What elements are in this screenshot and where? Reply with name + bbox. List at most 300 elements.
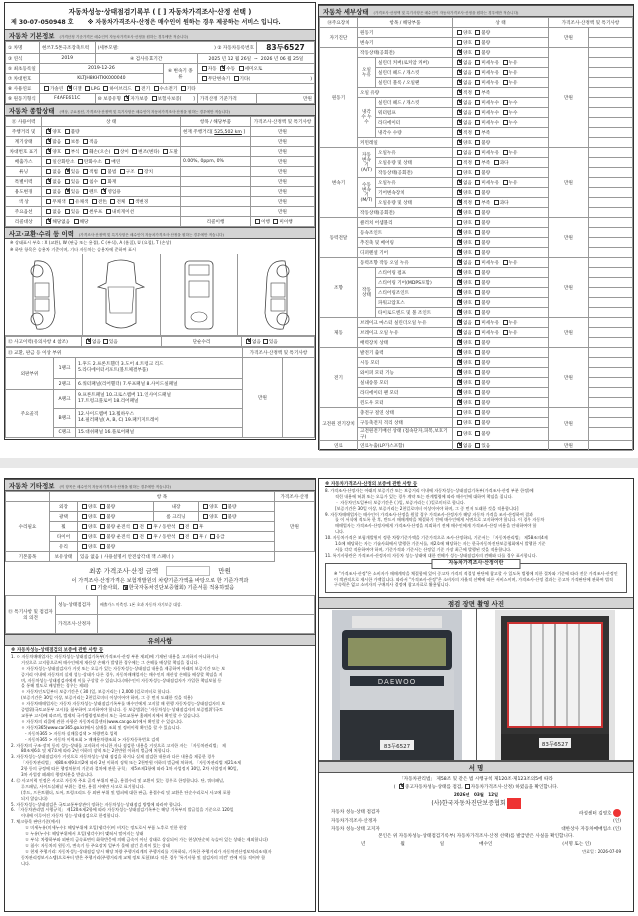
checkbox[interactable] — [110, 199, 115, 204]
detail-row: 스티어링 기어(MDPS포함) V 양호 불량 — [320, 278, 633, 288]
detail-row: 라디에이터 팬 모터 V 양호 불량 — [320, 388, 633, 398]
checkbox[interactable] — [457, 190, 462, 195]
caution-line: ㅁ 현재 주행거리: 자동차성능·상태점검 당시 해당 차량 주행거리계의 주행거리를 기록하되, 기록한 주행거리가 자동차전산정보처리조직(자 — [25, 848, 272, 854]
checkbox[interactable] — [457, 230, 462, 235]
checkbox[interactable] — [46, 219, 51, 224]
detail-row: 냉각수 누수 실린더 헤드 / 개스킷 V 없음 미세누수 누수 — [320, 98, 633, 108]
document-number: 30-07-050948 — [18, 19, 66, 26]
checkbox[interactable] — [457, 280, 462, 285]
checkbox[interactable] — [83, 189, 88, 194]
checkbox[interactable] — [163, 149, 168, 154]
checkbox[interactable] — [85, 86, 90, 91]
detail-row: 작동 상태 스티어링 펌프 V 양호 불량 — [320, 268, 633, 278]
checkbox[interactable] — [44, 86, 49, 91]
caution-line: ㅁ 부식: 차량하부와 외판의 금속표면이 화학반응에 의해 금속이 아닌 상태로 상실되어 가는 현상(단순히 녹슬어 있는 상태는 제외합니다) — [25, 837, 268, 842]
warranty-type: ⑩ 보증유형 V자가보증 보험사보증[ ] — [95, 94, 197, 104]
checkbox[interactable] — [475, 60, 480, 65]
checkbox[interactable] — [457, 250, 462, 255]
accident-history-options: V 없음 있음 — [82, 337, 162, 347]
checkbox[interactable] — [475, 400, 480, 405]
photos-section: 점검 장면 촬영 사진 — [319, 597, 633, 609]
checkbox[interactable] — [475, 220, 480, 225]
checkbox[interactable] — [457, 80, 462, 85]
checkbox[interactable] — [129, 199, 134, 204]
checkbox[interactable] — [457, 40, 462, 45]
checkbox[interactable] — [475, 110, 480, 115]
checkbox[interactable] — [457, 210, 462, 215]
model-year: 2019 — [39, 54, 95, 64]
checkbox[interactable] — [475, 100, 480, 105]
detail-row: 실린더 헤드 / 개스킷 V 없음 미세누유 누유 — [320, 68, 633, 78]
caution-text: ※ 자동차성능·상태점검의 보증에 관한 사항 등 1. ㅇ 자동차매매업자는 자동차성능·상태점검기록부(가격조사·산정 부분 제외)에 기재된 내용을 고지하지 아니하거나 거짓으로 고지함으로써 매수인에게 재산상 손해가 발생한 경우에는 그 손해를 배상할 책임을 집니다. ㅇ 자동차성능·상태점검자가 거짓 또는 오류가 있는 자동차성능·상태점검 내용을 제공하여 아래의 보증기간 또는 보 증거리 이내에 자동차의 실제 성능·상태가 다른 경우, 자동차매매업자는 매수인의 재산상 손해를 배상할 책임을 지 며, 자동차성능·상태점검자에게 이를 구상할 수 있습니다.(매수인이 자동차성능·상태점검자가 가입한 책임보험 등 을 통해 별도로 배상받는 경우는 제외) ㅇ 자동차인도일부터 보증기간은 ( 30 )일, 보증거리는 ( 2,000 )킬로미터로 합니다. (보증기간은 30일 이상, 보증거리는 2천킬로미터 이상이어야 하며, 그 중 먼저 도래한 것을 적용) ㅇ 자동차매매업자는 자동차 자동차성능·상태점검기록부를 매수인에게 고지할 때 현행 자동차성능·상태점검자의 보 증범위(국토교통부 고시)를 첨부하여 고지하여야 합니다. 동 보증범위는 '자동차성능·상태점검자의 보증범위'(국토 교통부 고시)에 따르며, 법제처 국가법령정보센터 또는 국토교통부 홈페이지에서 확인할 수 있습니다. ㅇ 자동차의 리콜에 관한 사항은 자동차리콜센터(www.car.go.kr)에서 확인할 수 있습니다. ㅇ 자동차365(www.car365.go.kr)에서 실매물 조회 및 정비이력 확인을 할 수 있습니다. - 자동차365 > 자동차 실매물검색 > 차량번호 입력 - 자동차365 > 자동차 이력조회 > 매매용차량조회 > 자동차등록번호 검색 2. 자동차의 구조·장치 등의 성능·상태를 고지하지 아니한 자나 점검한 내용을 거짓으로 고지한 자는 「자동차관리법」 제 80조제6호 및 제7호에 따라 2년 이하의 징역 또는 2천만원 이하의 벌금에 처합니다. 3. 자동차성능·상태점검자가 거짓으로 자동차성능·상태 점검을 하거나 실제 점검한 내용과 다른 내용을 제공한 경우 「자동차관리법」 제80조제9호의2에 따라 2년 이하의 징역 또는 2천만원 이하의 벌금에 처하며, 「자동차관리법 제21조제 2항 등의 규정에 따른 행정처분의 기준과 절차에 관한 규칙」 제5조제1항에 따라 1차 사업정지 30일, 2차 사업정지 90일, 3차 사업장 폐쇄의 행정처분을 받습니다. 4. ⑫ 사고이력 인정은 사고로 자동차 주요 골격 부위의 판금, 용접수리 및 교환이 있는 경우로 한정합니다. 단, 쿼터패널, 루프패널, 사이드실패널 부위는 절단, 용접 시에만 사고로 표기합니다. (후드, 프론트휀더, 도어, 트렁크리드 등 외판 부위 및 범퍼에 대한 판금, 용접수리 및 교환은 단순수리로서 사고에 포함 되지 않습니다) 5. 자동차성능·상태점검은 국토교통부장관이 정하는 자동차성능·상태점검 방법에 따라야 합니다. 6. 「자동차관리법 시행규칙」 제120조제2항에 따라 자동차성능·상태점검기록부는 해당 기록부의 발급일을 기준으로 120일 이내에 이루어진 자동차 성능·상태점검으로 한정합니다. 7. 체크항목 판단기준(예시) ㅁ 미세누유(미세누수): 해당부위에 오일(냉각수)이 비치는 정도로서 부품 노후로 인한 현상 ㅁ 누유(누수): 해당부위에서 오일(냉각수)이 맺혀서 떨어지는 상태 ㅁ 부식: 차량하부와 외판의 금속표면이 화학반응에 의해 금속이 아닌 상태로 상실되어 가는 현상(단순히 녹슬어 있는 상태는 제외합니다) ㅁ 침수: 자동차의 원동기, 변속기 등 주요장치 일부가 물에 잠긴 흔적이 있는 상태 ㅁ 현재 주행거리: 자동차성능·상태점검 당시 해당 차량 주행거리계의 주행거리를 기록하되, 기록한 주행거리가 자동차전산정보처리조직(자 동차관리정보시스템)으로부터 받은 주행거리(주행거리계 교체 정보 포함)보다 적은 경우 '특기사항 및 점검자의 의견' 란에 이를 적어야 합 니다. — [5, 646, 315, 867]
checkbox[interactable] — [67, 86, 72, 91]
checkbox[interactable] — [503, 80, 508, 85]
checkbox[interactable] — [103, 86, 108, 91]
checkbox[interactable] — [46, 169, 51, 174]
checkbox[interactable] — [105, 159, 110, 164]
record-page-2-right — [318, 478, 634, 912]
checkbox[interactable] — [503, 330, 508, 335]
caution-line: 2항 등의 규정에 따른 행정처분의 기준과 절차에 관한 규칙」 제5조제1항에 따라 1차 사업정지 30일, 2차 사업정지 90일, — [21, 766, 239, 772]
caution-line: 동차관리정보시스템)으로부터 받은 주행거리(주행거리계 교체 정보 포함)보다 적은 경우 '특기사항 및 점검자의 의견' 란에 이를 적어야 합 — [21, 854, 266, 860]
checkbox[interactable] — [503, 180, 508, 185]
caution-line: ㅁ 미세누유(미세누수): 해당부위에 오일(냉각수)이 비치는 정도로서 부품 노후로 인한 현상 — [25, 825, 187, 831]
caution-line: - 자동차365 > 자동차 실매물검색 > 차량번호 입력 — [25, 730, 118, 736]
checkbox[interactable] — [475, 140, 480, 145]
checkbox[interactable] — [457, 340, 462, 345]
first-registration-date: 2019-12-26 — [39, 64, 163, 74]
checkbox[interactable] — [457, 260, 462, 265]
basic-info-table: ① 차명 현쓰7.5톤극조장축트럭 (세부모델: ) ② 자동차등록번호 83두6527 ③ 연식 2019 ④ 검사유효기간 2025 년 12 월 26일 ~ 2026 년 06 월 25일 ⑤ 최초등록일 2019-12-26 ⑥ 변속기 종류 자동 V 수동 세미오토 ⑦ 차대번호 KLTJH8KHTKK000040 무단변속기 기타( ) ⑧ 사용연료 가솔린 V 디젤 LPG 하이브리드 전기 수소전기 기타 ⑨ 원동기형식 F4AFE611C ⑩ 보증유형 V자가보증 보험사보증[ ] 가격산정 기준가격 만원 — [5, 41, 315, 104]
appraisal-line: 적힌 내용에 허위 또는 오류가 있는 경우 계약 또는 관계법령에 따라 매수인에 대하여 책임을 집니다. — [335, 493, 513, 499]
checkbox[interactable] — [234, 76, 239, 81]
front-plate: 83두6527 — [384, 743, 411, 750]
caution-line: 니다. — [21, 860, 31, 866]
overall-status-table: ⑪ 사용이력 상 태 항목 / 해당부품 가격조사·산정액 및 특기사항 주행거리 및 V 양호 불량 현재 주행거리[ 525,502 km ] 만원 계기상태 V 많음 보통 적음 만원 차대번호 표기 V 양호 부식 훼손(오손) 상이 변조(변타) 도말 만원 배출가스 일산화탄소 탄화수소 매연 0.00%, 0ppm, 0% 만원 튜닝 없음 V 있음 적법 불법 구조 장치 만원 특별이력 V 없음 있음 침수 화재 만원 용도변경 없음 V 있음 렌트 V 영업용 만원 색 상 무채색 유채색 전色 전체 색변경 만원 주요옵션 없음 있음 썬루프 내비게이션 만원 리콜대상 V 해당없음 해당 리콜이행 이행 미이행 — [5, 116, 315, 227]
checkbox[interactable] — [457, 290, 462, 295]
checkbox[interactable] — [475, 443, 480, 448]
detail-row: 워터펌프 V 없음 미세누수 누수 — [320, 108, 633, 118]
checkbox[interactable] — [503, 110, 508, 115]
checkbox[interactable] — [74, 219, 79, 224]
basic-items-holding: 있음 없음 ( 사용설명서 안전삼각대 잭 스패너 ) — [78, 552, 275, 562]
diagram-note: ※ 하단 항목은 승용차 기준이며, 기타 자동차는 승용차에 준하여 표시 — [10, 247, 137, 252]
caution-line: 6. 「자동차관리법 시행규칙」 제120조제2항에 따라 자동차성능·상태점검기록부는 해당 기록부의 발급일을 기준으로 120일 — [11, 807, 234, 813]
checkbox[interactable] — [457, 370, 462, 375]
appraisal-line: 1호에 해당하는 자는 기술사회에서 발행한 기준서를, 제2호에 해당하는 자는 한국자동차진단보증협회에서 발행한 기준 — [335, 541, 546, 547]
side-view-diagram-right — [238, 254, 315, 335]
inspector-name: 라성센터 김영호 — [579, 811, 612, 817]
checkbox[interactable] — [273, 219, 278, 224]
checkbox[interactable] — [457, 431, 462, 436]
caution-line: 며, 자동차성능·상태점검자에게 이를 구상할 수 있습니다.(매수인이 자동차성능·상태점검자가 가입한 책임보험 등 — [21, 677, 222, 683]
other-info-table: 항 목 가격조사·산정 수리필요 외장 양호 불량 내장 양호 불량 만원 광택 양호 불량 룸 크리닝 양호 불량 휠 양호 불량 운전석 전 후 / 동반석 전 후 타이어 양호 불량 운전석 전 후 / 동반석 전 후 / 응급 유리 양호 불량 기본품목 보유상태 있음 없음 ( 사용설명서 안전삼각대 잭 스패너 ) — [5, 491, 315, 562]
checkbox[interactable] — [475, 310, 480, 315]
checkbox[interactable] — [475, 250, 480, 255]
truck-rear-photo — [477, 609, 634, 760]
vehicle-diagrams — [5, 254, 315, 336]
issuing-organization: (사)한국자동차진단보증협회 — [331, 798, 621, 809]
checkbox[interactable] — [457, 420, 462, 425]
checkbox[interactable] — [475, 350, 480, 355]
checkbox[interactable] — [152, 96, 157, 101]
caution-line: (보증기간은 30일 이상, 보증거리는 2천킬로미터 이상이어야 하며, 그 중 먼저 도래한 것을 적용) — [21, 695, 193, 701]
checkbox[interactable] — [46, 149, 51, 154]
detail-row: 오일 유량 V 적정 부족 — [320, 88, 633, 98]
checkbox[interactable] — [475, 330, 480, 335]
caution-line: 5. 자동차성능·상태점검은 국토교통부장관이 정하는 자동차성능·상태점검 방법에 따라야 합니다. — [11, 801, 183, 807]
checkbox[interactable] — [457, 350, 462, 355]
exchange-parts-table: ⑬ 교환, 판금 등 이상 부위 가격조사·산정액 및 특기사항 외판부위 1랭크 1.후드 2.프론트휀더 3.도어 4.트렁크 리드 5.라디에이터서포트(볼트체결부품) 만원 2랭크 6.쿼터패널(리어휀더) 7.루프패널 8.사이드실패널 주요골격 A랭크 9.프론트패널 10.크로스멤버 11.인사이드패널 17.트렁크플로어 18.리어패널 B랭크 12.사이드멤버 13.휠하우스 14.필러패널( A, B, C) 19.패키지트레이 C랭크 15.대쉬패널 16.플로어패널 — [5, 347, 315, 438]
checkbox[interactable] — [101, 169, 106, 174]
rank-1-parts: 1.후드 2.프론트휀더 3.도어 4.트렁크 리드 5.라디에이터서포트(볼트체결부품) — [76, 358, 243, 379]
checkbox[interactable] — [101, 189, 106, 194]
caution-line: 80조제6호 및 제7호에 따라 2년 이하의 징역 또는 2천만원 이하의 벌금에 처합니다. — [21, 748, 171, 754]
checkbox[interactable] — [457, 360, 462, 365]
checkbox[interactable] — [65, 169, 70, 174]
overall-row: 주행거리 및 V 양호 불량 현재 주행거리[ 525,502 km ] 만원 — [6, 127, 315, 137]
rear-plate: 83두6527 — [541, 741, 568, 748]
overall-row: 차대번호 표기 V 양호 부식 훼손(오손) 상이 변조(변타) 도말 만원 — [6, 147, 315, 157]
checkbox[interactable] — [475, 290, 480, 295]
checkbox[interactable] — [494, 200, 499, 205]
caution-line: ㅇ 자동차매매업자는 자동차 자동차성능·상태점검기록부를 매수인에게 고지할 때 현행 자동차성능·상태점검자의 보 — [21, 701, 226, 707]
caution-line: ㅁ 누유(누수): 해당부위에서 오일(냉각수)이 맺혀서 떨어지는 상태 — [25, 831, 144, 837]
detail-row: 시동 모터 V 양호 불량 — [320, 358, 633, 368]
transmission-options: 자동 V 수동 세미오토 — [197, 64, 314, 74]
checkbox[interactable] — [65, 149, 70, 154]
other-info-section: 자동차 기타정보 (이 항목은 매수인이 자동차가격조사·산정을 원하는 경우에만 적습니다) — [5, 479, 315, 491]
checkbox[interactable] — [457, 100, 462, 105]
checkbox[interactable] — [457, 380, 462, 385]
appraisal-line: ㆍ 자동차인도일부터 보증기간은 ( )일, 보증거리는 ( )킬로미터로 합니다. — [335, 499, 466, 505]
checkbox[interactable] — [457, 410, 462, 415]
checkbox[interactable] — [475, 50, 480, 55]
checkbox[interactable] — [101, 179, 106, 184]
detail-row: 변속기 양호 불량 — [320, 38, 633, 48]
checkbox[interactable] — [475, 420, 480, 425]
checkbox[interactable] — [457, 120, 462, 125]
caution-line: 이내에 이루어진 자동차 성능·상태점검으로 한정합니다. — [21, 813, 120, 819]
appraisal-line: 8. 가격조사·산정자는 아래의 보증기간 또는 보증거리 이내에 자동차성능·상태점검기록부(가격조사·산정 부분 한정)에 — [325, 487, 534, 493]
caution-line: 3차 사업장 폐쇄의 행정처분을 받습니다. — [21, 772, 94, 778]
checkbox[interactable] — [92, 199, 97, 204]
detail-status-table: ⑭주요장치 항목 / 해당부품 상 태 가격조사·산정액 및 특기사항 자기진단 원동기 양호 불량 만원 변속기 양호 불량 원동기 작동상태(공회전) V 양호 불량 만원 오일 누유 실린더 커버(로커암 커버) V 없음 미세누유 누유 실린더 헤드 / 개스킷 V 없음 미세누유 누유 실린더 블록 / 오일팬 V 없음 미세누유 누유 오일 유량 V 적정 부족 냉각수 누수 실린더 헤드 / 개스킷 V 없음 미세누수 누수 워터펌프 V 없음 미세누수 누수 라디에이터 V 없음 미세누수 누수 냉각수 수량 V 적정 부족 커먼레일 V 양호 불량 변속기 자동 변속기 (A/T) 오일누유 없음 미세누유 누유 만원 오일유량 및 상태 적정 부족 과다 작동상태(공회전) 양호 불량 수동 변속기 (M/T) 오일누유 V 없음 미세누유 누유 기어변속장치 V 양호 불량 오일유량 및 상태 V 적정 부족 과다 작동상태(공회전) V 양호 불량 동력전달 클러치 어셈블리 양호 불량 만원 등속조인트 V 양호 불량 추진축 및 베어링 V 양호 불량 디퍼렌셜 기어 V 양호 불량 조향 동력조향 작동 오일 누유 V 없음 미세누유 누유 만원 작동 상태 스티어링 펌프 V 양호 불량 스티어링 기어(MDPS포함) V 양호 불량 스티어링조인트 V 양호 불량 파워고압호스 V 양호 불량 타이로드엔드 및 볼 조인트 V 양호 불량 제동 브레이크 마스터 실린더오일 누유 V 없음 미세누유 누유 만원 브레이크 오일 누유 V 없음 미세누유 누유 배력장치 상태 V 양호 불량 전기 발전기 출력 V 양호 불량 만원 시동 모터 V 양호 불량 와이퍼 모터 기능 V 양호 불량 실내송풍 모터 V 양호 불량 라디에이터 팬 모터 V 양호 불량 윈도우 모터 V 양호 불량 고전원 전기장치 충전구 절연 상태 양호 불량 만원 구동축전지 격리 상태 양호 불량 고전원전기배선 상태 (접속단자,피복,보호기구) 양호 불량 연료 연료누출(LP가스포함) V 없음 있음 만원 — [319, 17, 633, 451]
checkbox[interactable] — [475, 360, 480, 365]
checkbox[interactable] — [503, 120, 508, 125]
appraisal-line: 서를 각각 적용하여야 하며, 기준가격과 기준서는 산정일 기준 가장 최근에 발행된 것을 적용합니다. — [335, 546, 512, 552]
checkbox[interactable] — [475, 431, 480, 436]
checkbox[interactable] — [503, 70, 508, 75]
detail-row: 스티어링조인트 V 양호 불량 — [320, 288, 633, 298]
final-price-input[interactable] — [166, 566, 210, 576]
checkbox[interactable] — [457, 270, 462, 275]
detail-row: 등속조인트 V 양호 불량 — [320, 228, 633, 238]
checkbox[interactable] — [65, 189, 70, 194]
checkbox[interactable] — [475, 260, 480, 265]
truck-front-photo — [319, 609, 477, 760]
detail-row: 자기진단 원동기 양호 불량 만원 — [320, 28, 633, 38]
checkbox[interactable] — [457, 240, 462, 245]
price-basis: 이 가격조사·산정가격은 보험개발원의 차량기준가액을 바탕으로 한 기준가격과 ( 기술사회, V 한국자동차진단보증협회) 기준서를 적용하였음 — [5, 578, 315, 592]
caution-section: 유의사항 — [5, 634, 315, 646]
side-view-diagram-left — [5, 254, 83, 335]
checkbox[interactable] — [475, 210, 480, 215]
caution-line: 1. ㅇ 자동차매매업자는 자동차성능·상태점검기록부(가격조사·산정 부분 제외)에 기재된 내용을 고지하지 아니하거나 — [11, 653, 219, 659]
signature-section: 서 명 — [319, 761, 633, 773]
detail-row: 원동기 작동상태(공회전) V 양호 불량 만원 — [320, 48, 633, 58]
detail-row: 배력장치 상태 V 양호 불량 — [320, 338, 633, 348]
checkbox[interactable] — [65, 179, 70, 184]
appraisal-line: 매매업자는 가격조사·산정자에게 가격조사·산정을 의뢰하기 전에 매수인에게 가격조사·산정 비용을 안내하여야 합 — [335, 523, 537, 529]
checkbox[interactable] — [457, 90, 462, 95]
detail-row: 구동축전지 격리 상태 양호 불량 — [320, 418, 633, 428]
checkbox[interactable] — [475, 340, 480, 345]
checkbox[interactable] — [475, 280, 480, 285]
checkbox[interactable] — [65, 209, 70, 214]
caution-line: 2. 자동차의 구조·장치 등의 성능·상태를 고지하지 아니한 자나 점검한 내용을 거짓으로 고지한 자는 「자동차관리법」 제 — [11, 742, 226, 748]
checkbox[interactable] — [46, 179, 51, 184]
checkbox[interactable] — [457, 200, 462, 205]
overall-row: 용도변경 없음 V 있음 렌트 V 영업용 만원 — [6, 187, 315, 197]
detail-row: 실린더 블록 / 오일팬 V 없음 미세누유 누유 — [320, 78, 633, 88]
caution-line: 증거리 이내에 자동차의 실제 성능·상태가 다른 경우, 자동차매매업자는 매수인의 재산상 손해를 배상할 책임을 지 — [21, 671, 223, 677]
other-row: 유리 양호 불량 — [6, 542, 315, 552]
checkbox[interactable] — [114, 149, 119, 154]
checkbox[interactable] — [475, 70, 480, 75]
detail-row: 변속기 자동 변속기 (A/T) 오일누유 없음 미세누유 누유 만원 — [320, 148, 633, 158]
checkbox[interactable] — [124, 96, 129, 101]
checkbox[interactable] — [457, 50, 462, 55]
issue-date: 2026년 03월 12일 — [453, 791, 499, 797]
overall-row: 배출가스 일산화탄소 탄화수소 매연 0.00%, 0ppm, 0% 만원 — [6, 157, 315, 167]
checkbox[interactable] — [132, 149, 137, 154]
checkbox[interactable] — [457, 130, 462, 135]
other-row: 휠 양호 불량 운전석 전 후 / 동반석 전 후 — [6, 522, 315, 532]
checkbox[interactable] — [457, 110, 462, 115]
caution-line: ㅇ 자동차인도일부터 보증기간은 ( 30 )일, 보증거리는 ( 2,000 )킬로미터로 합니다. — [21, 689, 171, 695]
checkbox[interactable] — [503, 60, 508, 65]
car-name: 현쓰7.5톤극조장축트럭 — [39, 42, 95, 54]
caution-line: 4. ⑫ 사고이력 인정은 사고로 자동차 주요 골격 부위의 판금, 용접수리 및 교환이 있는 경우로 한정합니다. 단, 쿼터패널, — [11, 777, 225, 783]
checkbox[interactable] — [457, 70, 462, 75]
checkbox[interactable] — [457, 170, 462, 175]
detail-row: 연료 연료누출(LP가스포함) V 없음 있음 만원 — [320, 441, 633, 451]
detail-row: 오일유량 및 상태 적정 부족 과다 — [320, 158, 633, 168]
caution-line: 되지 않습니다) — [21, 795, 48, 801]
final-price-line: 최종 가격조사·산정 금액 만원 — [89, 567, 231, 575]
caution-line: ㅁ 침수: 자동차의 원동기, 변속기 등 주요장치 일부가 물에 잠긴 흔적이 있는 상태 — [25, 842, 170, 848]
checkbox[interactable] — [154, 86, 159, 91]
overall-row: 계기상태 V 많음 보통 적음 만원 — [6, 137, 315, 147]
record-page-1-right — [318, 4, 634, 450]
checkbox[interactable] — [457, 330, 462, 335]
caution-line: ㅇ 자동차의 리콜에 관한 사항은 자동차리콜센터(www.car.go.kr)에서 확인할 수 있습니다. — [21, 718, 184, 724]
checkbox[interactable] — [475, 90, 480, 95]
checkbox[interactable] — [46, 189, 51, 194]
status-legend: ※ 상태표시 부호 : X (교환), W (판금 또는 용접), C (부식), A (흠집), U (요철), T (손상) — [10, 240, 172, 245]
detail-row: 추진축 및 베어링 V 양호 불량 — [320, 238, 633, 248]
checkbox[interactable] — [475, 370, 480, 375]
record-page-2-left — [4, 478, 316, 912]
checkbox[interactable] — [475, 80, 480, 85]
checkbox[interactable] — [120, 169, 125, 174]
notifier-name: 대한상사 자동차매매업소 — [561, 826, 612, 832]
detail-row: 작동상태(공회전) V 양호 불량 — [320, 208, 633, 218]
detail-row: 타이로드엔드 및 볼 조인트 V 양호 불량 — [320, 308, 633, 318]
caution-line: - 자동차365 > 자동차 이력조회 > 매매용차량조회 > 자동차등록번호 검색 — [25, 736, 160, 742]
checkbox[interactable] — [138, 169, 143, 174]
record-page-1-left — [4, 2, 316, 440]
overall-row: 특별이력 V 없음 있음 침수 화재 만원 — [6, 177, 315, 187]
basic-info-section: 자동차 기본정보 (가격산정 기준가격은 매수인이 자동차가격조사·산정을 원하는 경우에만 적습니다) — [5, 29, 315, 41]
checkbox[interactable] — [503, 150, 508, 155]
detail-row: 윈도우 모터 V 양호 불량 — [320, 398, 633, 408]
truck-brand-logo: DAEWOO — [378, 677, 417, 686]
document-number-line: 제 30-07-050948 호 ※ 자동차가격조사·산정은 매수인이 원하는 경우 제공하는 서비스 입니다. — [11, 19, 281, 26]
detail-row: 브레이크 오일 누유 V 없음 미세누유 누유 — [320, 328, 633, 338]
caution-line: ㅇ 자동차365(www.car365.go.kr)에서 실매물 조회 및 정비이력 확인을 할 수 있습니다. — [21, 724, 181, 730]
caution-line: 「자동차관리법」 제80조제9호의2에 따라 2년 이하의 징역 또는 2천만원 이하의 벌금에 처하며, 「자동차관리법 제21조제 — [21, 760, 242, 766]
caution-line: 을 통해 별도로 배상받는 경우는 제외) — [21, 683, 89, 689]
signature-block: 「자동차관리법」 제58조 및 같은 법 시행규칙 제120조·제123조의5에 따라 ( V중고자동차성능·상태를 점검, 자동차가격조사·산정) 하였음을 확인합니다. 2026년 03월 12일 (사)한국자동차진단보증협회 자동차 성능·상태 점검자 라성센터 김영호 자동차가격조사·산정자 (인) 자동차 성능·상태 고지자 대한상사 자동차매매업소 (인) 본인은 위 자동차성능·상태점검기록부( 자동차가격조사·산정 선택)를 발급받은 사실을 확인합니다. 년 월 일 매수인 (서명 또는 인) 만료일 : 2026-07-09 — [319, 773, 633, 858]
rank-c-parts: 15.대쉬패널 16.플로어패널 — [76, 427, 243, 437]
caution-line: 교통부 고시)에 따르며, 법제처 국가법령정보센터 또는 국토교통부 홈페이지에서 확인할 수 있습니다. — [21, 712, 201, 718]
checkbox[interactable] — [457, 220, 462, 225]
recall-done-options: 이행 미이행 — [251, 217, 315, 227]
detail-status-section: 자동차 세부상태 (가격조사·산정액 및 특기사항은 매수인이 자동차가격조사·산정을 원하는 경우에만 적습니다) — [319, 5, 633, 17]
checkbox[interactable] — [46, 139, 51, 144]
appraisal-warranty-text: ※ 자동차가격조사·산정의 보증에 관한 사항 등 8. 가격조사·산정자는 아래의 보증기간 또는 보증거리 이내에 자동차성능·상태점검기록부(가격조사·산정 부분 한정)에 적힌 내용에 허위 또는 오류가 있는 경우 계약 또는 관계법령에 따라 매수인에 대하여 책임을 집니다. ㆍ 자동차인도일부터 보증기간은 ( )일, 보증거리는 ( )킬로미터로 합니다. [보증기간은 30일 이상, 보증거리는 2천킬로미터 이상이어야 하며, 그 중 먼저 도래한 것을 적용합니다] 9. 자동차매매업자는 매수인이 가격조사·산정을 원할 경우 가격조사·산정자가 해당 자동차 가격을 조사·산정하여 결과 를 이 서식에 적도록 한 후, 반드시 매매계약을 체결하기 전에 매수인에게 서면으로 고지하여야 합니다. 이 경우 자동차 매매업자는 가격조사·산정자에게 가격조사·산정을 의뢰하기 전에 매수인에게 가격조사·산정 비용을 안내하여야 합 니다. 10. 자동차가격은 보험개발원이 정한 차량기준가액을 기준가격으로 조사·산정하되, 기준서는 「자동차관리법」 제58조의4제 1호에 해당하는 자는 기술사회에서 발행한 기준서를, 제2호에 해당하는 자는 한국자동차진단보증협회에서 발행한 기준 서를 각각 적용하여야 하며, 기준가격과 기준서는 산정일 기준 가장 최근에 발행된 것을 적용합니다. 11. 특기사항란은 가격조사·산정자의 자동차 성능·상태에 대한 견해가 성능·상태점검자의 견해와 다를 경우 표시합니다. — [319, 479, 633, 559]
simple-repair-options: V 없음 있음 — [242, 337, 315, 347]
checkbox[interactable] — [475, 40, 480, 45]
checkbox[interactable] — [83, 149, 88, 154]
checkbox[interactable] — [255, 219, 260, 224]
detail-row: 오일유량 및 상태 V 적정 부족 과다 — [320, 198, 633, 208]
appraisal-definition-box: 자동차가격조사·산정이란 ※ "가격조사·산정"은 소비자가 매매계약을 체결함에 있어 중고차 가격의 적절성 판단에 참고할 수 있도록 법령에 의한 절차와 기준에 따라 전문 가격조사·산정인이 객관적으로 제시한 가액입니다. 따라서 "가격조사·산정"은 소비자의 자율적 선택에 따른 서비스이며, 가격조사·산정 결과는 중고차 가격판단에 관하여 법적 구속력은 없고 소비자의 구매의사 결정에 참고자료로 활용됩니다. — [325, 563, 627, 593]
checkbox[interactable] — [494, 160, 499, 165]
caution-line: 거짓으로 고지함으로써 매수인에게 재산상 손해가 발생한 경우에는 그 손해를 배상할 책임을 집니다. — [21, 659, 199, 665]
checkbox[interactable] — [65, 129, 70, 134]
overall-row: 튜닝 없음 V 있음 적법 불법 구조 장치 만원 — [6, 167, 315, 177]
page-separator — [0, 458, 638, 468]
checkbox[interactable] — [457, 30, 462, 35]
engine-type: F4AFE611C — [39, 94, 95, 104]
checkbox[interactable] — [475, 160, 480, 165]
accident-parts-table: ⑫ 사고이력(유의사항 4 참조) V 없음 있음 단순수리 V 없음 있음 — [5, 336, 315, 347]
detail-row: 냉각수 수량 V 적정 부족 — [320, 128, 633, 138]
caution-line: (후드, 프론트휀더, 도어, 트렁크리드 등 외판 부위 및 범퍼에 대한 판금, 용접수리 및 교환은 단순수리로서 사고에 포함 — [21, 789, 231, 795]
checkbox[interactable] — [475, 270, 480, 275]
detail-row: 파워고압호스 V 양호 불량 — [320, 298, 633, 308]
vin-number: KLTJH8KHTKK000040 — [39, 74, 163, 84]
checkbox[interactable] — [475, 380, 480, 385]
checkbox[interactable] — [135, 86, 140, 91]
registration-number: 83두6527 — [256, 42, 314, 54]
checkbox[interactable] — [503, 100, 508, 105]
detail-row: 조향 동력조향 작동 오일 누유 V 없음 미세누유 누유 만원 — [320, 258, 633, 268]
checkbox[interactable] — [457, 160, 462, 165]
inspection-photos — [319, 609, 633, 761]
checkbox[interactable] — [475, 170, 480, 175]
checkbox[interactable] — [475, 180, 480, 185]
checkbox[interactable] — [239, 66, 244, 71]
checkbox[interactable] — [475, 120, 480, 125]
checkbox[interactable] — [475, 390, 480, 395]
checkbox[interactable] — [83, 209, 88, 214]
overall-row: 색 상 무채색 유채색 전色 전체 색변경 만원 — [6, 197, 315, 207]
checkbox[interactable] — [475, 150, 480, 155]
buyer-signature-field[interactable]: (서명 또는 인) — [562, 841, 591, 847]
checkbox[interactable] — [46, 129, 51, 134]
recall-options: V 해당없음 해당 — [42, 217, 181, 227]
checkbox[interactable] — [457, 443, 462, 448]
appraisal-line: 10. 자동차가격은 보험개발원이 정한 차량기준가액을 기준가격으로 조사·산정하되, 기준서는 「자동차관리법」 제58조의4제 — [325, 535, 548, 541]
checkbox[interactable] — [46, 199, 51, 204]
appraisal-line: 11. 특기사항란은 가격조사·산정자의 자동차 성능·상태에 대한 견해가 성능·상태점검자의 견해와 다를 경우 표시합니다. — [325, 552, 537, 558]
checkbox[interactable] — [78, 159, 83, 164]
checkbox[interactable] — [475, 230, 480, 235]
accident-section: 사고·교환·수리 등 이력 (가격조사·산정액 및 특기사항은 매수인이 자동차가격조사·산정을 원하는 경우에만 적습니다) — [5, 227, 315, 239]
checkbox[interactable] — [457, 310, 462, 315]
checkbox[interactable] — [46, 159, 51, 164]
checkbox[interactable] — [475, 130, 480, 135]
checkbox[interactable] — [457, 390, 462, 395]
detail-row: 커먼레일 V 양호 불량 — [320, 138, 633, 148]
checkbox[interactable] — [457, 140, 462, 145]
checkbox[interactable] — [457, 60, 462, 65]
detail-row: 동력전달 클러치 어셈블리 양호 불량 만원 — [320, 218, 633, 228]
caution-line: 3. 자동차성능·상태점검자가 거짓으로 자동차성능·상태 점검을 하거나 실제 점검한 내용과 다른 내용을 제공한 경우 — [11, 754, 216, 760]
service-notice: ※ 자동차가격조사·산정은 매수인이 원하는 경우 제공하는 서비스 입니다. — [87, 19, 281, 26]
checkbox[interactable] — [475, 300, 480, 305]
checkbox[interactable] — [202, 76, 207, 81]
checkbox[interactable] — [106, 209, 111, 214]
checkbox[interactable] — [202, 66, 207, 71]
checkbox[interactable] — [457, 150, 462, 155]
checkbox[interactable] — [475, 320, 480, 325]
checkbox[interactable] — [457, 320, 462, 325]
checkbox[interactable] — [65, 139, 70, 144]
detail-row: 제동 브레이크 마스터 실린더오일 누유 V 없음 미세누유 누유 만원 — [320, 318, 633, 328]
checkbox[interactable] — [475, 410, 480, 415]
checkbox[interactable] — [83, 179, 88, 184]
checkbox[interactable] — [475, 200, 480, 205]
checkbox[interactable] — [457, 300, 462, 305]
checkbox[interactable] — [457, 400, 462, 405]
checkbox[interactable] — [220, 66, 225, 71]
checkbox[interactable] — [475, 190, 480, 195]
checkbox[interactable] — [503, 320, 508, 325]
detail-row: 작동상태(공회전) 양호 불량 — [320, 168, 633, 178]
special-notes-table: ⑮ 특기사항 및 점검자의 의견 성능·상태점검자 배출가스 미측정. 1톤 초과 자동차 자기보증 대상. 가격조사·산정자 — [5, 595, 315, 634]
overall-row: 주요옵션 없음 있음 썬루프 내비게이션 만원 — [6, 207, 315, 217]
appraisal-line: 를 이 서식에 적도록 한 후, 반드시 매매계약을 체결하기 전에 매수인에게 서면으로 고지하여야 합니다. 이 경우 자동차 — [335, 517, 545, 523]
checkbox[interactable] — [83, 139, 88, 144]
checkbox[interactable] — [83, 169, 88, 174]
checkbox[interactable] — [475, 30, 480, 35]
checkbox[interactable] — [475, 240, 480, 245]
checkbox[interactable] — [457, 180, 462, 185]
appraisal-line: [보증기간은 30일 이상, 보증거리는 2천킬로미터 이상이어야 하며, 그 중 먼저 도래한 것을 적용합니다] — [335, 505, 519, 511]
checkbox[interactable] — [181, 86, 186, 91]
detail-row: 전기 발전기 출력 V 양호 불량 만원 — [320, 348, 633, 358]
checkbox[interactable] — [69, 199, 74, 204]
fuel-options: 가솔린 V 디젤 LPG 하이브리드 전기 수소전기 기타 — [39, 84, 314, 94]
checkbox[interactable] — [46, 209, 51, 214]
other-row: 수리필요 외장 양호 불량 내장 양호 불량 만원 — [6, 502, 315, 512]
checkbox[interactable] — [503, 260, 508, 265]
